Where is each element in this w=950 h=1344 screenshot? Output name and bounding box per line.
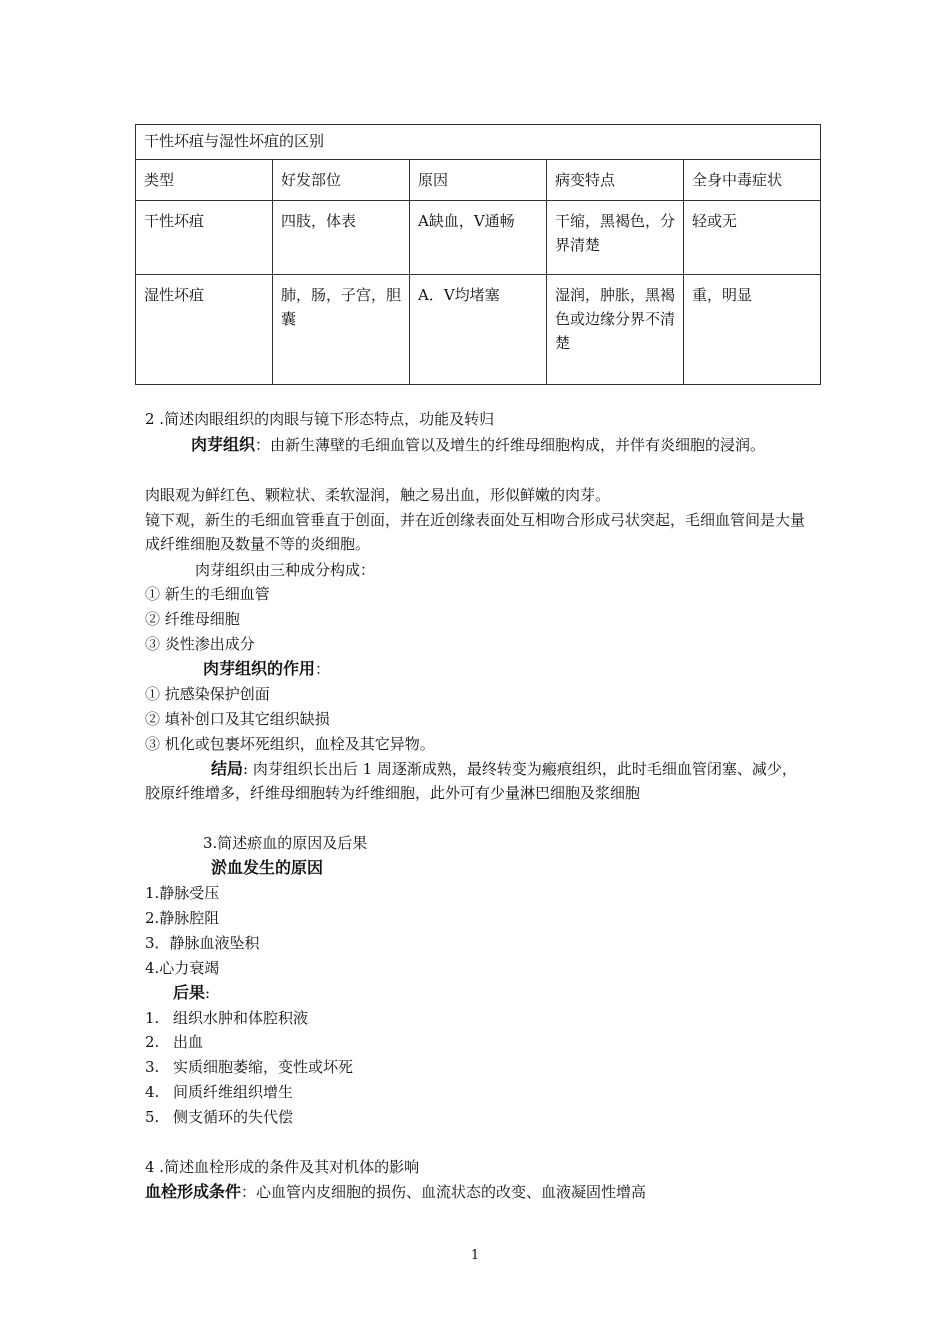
- list-item: [145, 1105, 293, 1129]
- granulation-text: ：由新生薄壁的毛细血管以及增生的纤维母细胞构成，并伴有炎细胞的浸润。: [255, 436, 766, 454]
- list-item: 4.心力衰竭: [145, 959, 220, 977]
- components-intro: 肉芽组织由三种成分构成：: [195, 561, 376, 579]
- table-header-row: [136, 160, 821, 201]
- table-cell: 重，明显: [684, 275, 821, 385]
- list-item: 1.静脉受压: [145, 884, 220, 902]
- list-item: ② 纤维母细胞: [145, 610, 240, 628]
- role-label: 肉芽组织的作用: [203, 659, 316, 678]
- outcome-paragraph: [145, 757, 810, 805]
- list-item: [145, 1006, 308, 1030]
- table-header-cell: 原因: [410, 160, 547, 201]
- role-heading: [203, 657, 330, 681]
- list-number: 4.: [145, 1083, 160, 1101]
- list-item: ③ 炎性渗出成分: [145, 635, 255, 653]
- table-cell: 肺，肠，子宫，胆囊: [273, 275, 410, 385]
- table-cell: 四肢，体表: [273, 201, 410, 275]
- cause-heading: 淤血发生的原因: [211, 858, 324, 877]
- table-cell: 湿润，肿胀，黑褐色或边缘分界不清楚: [547, 275, 684, 385]
- section-2-heading: 2 .简述肉眼组织的肉眼与镜下形态特点，功能及转归: [145, 410, 495, 428]
- table-header-cell: 病变特点: [547, 160, 684, 201]
- list-item: 3．静脉血液坠积: [145, 934, 260, 952]
- table-cell: 轻或无: [684, 201, 821, 275]
- list-item: ③ 机化或包裹坏死组织，血栓及其它异物。: [145, 735, 435, 753]
- list-item: ② 填补创口及其它组织缺损: [145, 710, 330, 728]
- list-number: 5.: [145, 1108, 160, 1126]
- granulation-label: 肉芽组织: [191, 435, 256, 454]
- table-cell: 湿性坏疽: [136, 275, 273, 385]
- table-row: [136, 275, 821, 385]
- list-number: 1.: [145, 1009, 160, 1027]
- section-3-heading: 3.简述瘀血的原因及后果: [203, 834, 368, 852]
- table-cell: A缺血，V通畅: [410, 201, 547, 275]
- result-label: 后果: [173, 983, 206, 1002]
- gross-appearance: 肉眼观为鲜红色、颗粒状、柔软湿润，触之易出血，形似鲜嫩的肉芽。: [145, 486, 611, 504]
- list-item: 2.静脉腔阻: [145, 909, 220, 927]
- page-number: 1: [470, 1248, 480, 1263]
- table-title-row: [136, 125, 821, 160]
- table-cell: A．V均堵塞: [410, 275, 547, 385]
- list-text: 出血: [173, 1033, 204, 1051]
- list-text: 侧支循环的失代偿: [173, 1108, 294, 1126]
- gangrene-comparison-table: [135, 124, 821, 385]
- result-colon: :: [205, 984, 211, 1002]
- list-text: 实质细胞萎缩，变性或坏死: [173, 1058, 354, 1076]
- list-item: [145, 1080, 293, 1104]
- list-number: 2.: [145, 1033, 160, 1051]
- table-header-cell: 好发部位: [273, 160, 410, 201]
- table-header-cell: 类型: [136, 160, 273, 201]
- table-header-cell: 全身中毒症状: [684, 160, 821, 201]
- list-number: 3.: [145, 1058, 160, 1076]
- thrombus-conditions: [145, 1180, 646, 1204]
- list-text: 间质纤维组织增生: [173, 1083, 294, 1101]
- granulation-definition: [145, 433, 810, 457]
- list-item: ① 新生的毛细血管: [145, 585, 270, 603]
- list-item: ① 抗感染保护创面: [145, 685, 270, 703]
- microscopic-appearance: 镜下观，新生的毛细血管垂直于创面，并在近创缘表面处互相吻合形成弓状突起，毛细血管间是大量成纤维细胞及数量不等的炎细胞。: [145, 511, 806, 553]
- list-text: 组织水肿和体腔积液: [173, 1009, 309, 1027]
- table-row: [136, 201, 821, 275]
- table-cell: 干性坏疽: [136, 201, 273, 275]
- list-item: [145, 1030, 203, 1054]
- conditions-label: 血栓形成条件: [145, 1182, 242, 1201]
- list-item: [145, 1055, 353, 1079]
- role-colon: ：: [315, 660, 331, 678]
- table-cell: 干缩，黑褐色，分界清楚: [547, 201, 684, 275]
- outcome-label: 结局: [211, 759, 244, 778]
- section-4-heading: 4 .简述血栓形成的条件及其对机体的影响: [145, 1158, 420, 1176]
- conditions-text: ：心血管内皮细胞的损伤、血流状态的改变、血液凝固性增高: [241, 1183, 647, 1201]
- outcome-text: : 肉芽组织长出后 1 周逐渐成熟，最终转变为瘢痕组织，此时毛细血管闭塞、减少，胶原纤维增多，纤维母细胞转为纤维细胞，此外可有少量淋巴细胞及浆细胞: [145, 760, 797, 802]
- table-title: 干性坏疽与湿性坏疽的区别: [136, 125, 821, 160]
- result-heading: [173, 981, 210, 1005]
